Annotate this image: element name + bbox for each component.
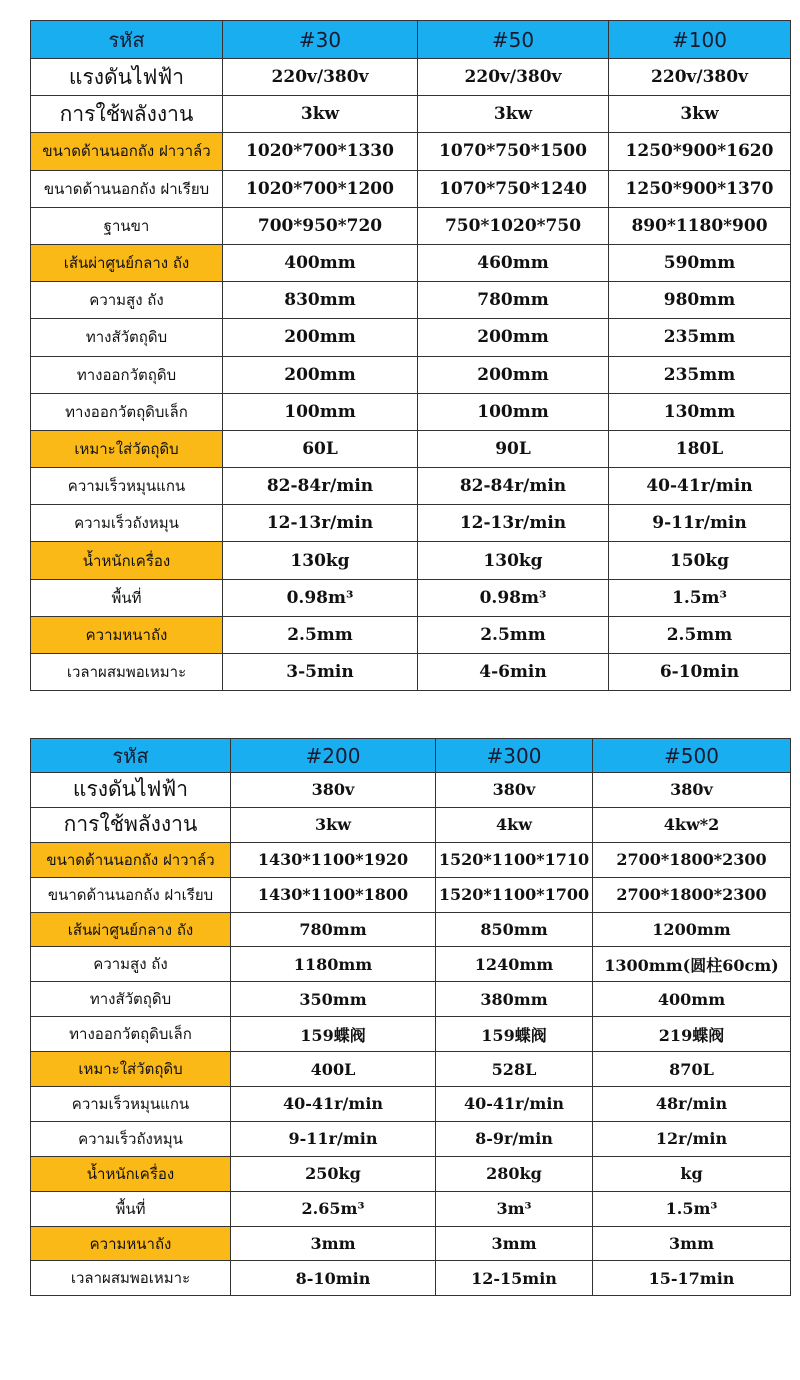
- table-row: [31, 773, 791, 808]
- cell-value: 3kw: [609, 96, 791, 133]
- row-label: แรงดันไฟฟ้า: [31, 773, 231, 808]
- cell-value: 380mm: [436, 982, 593, 1017]
- cell-value: 130kg: [418, 542, 609, 579]
- table-row: [31, 356, 791, 393]
- cell-value: 1020*700*1330: [223, 133, 418, 170]
- cell-value: 1.5m³: [593, 1191, 791, 1226]
- cell-value: 12-13r/min: [418, 505, 609, 542]
- cell-value: 130kg: [223, 542, 418, 579]
- row-label: ขนาดด้านนอกถัง ฝาวาล์ว: [31, 133, 223, 170]
- row-label: เหมาะใส่วัตถุดิบ: [31, 1052, 231, 1087]
- table-row: [31, 244, 791, 281]
- cell-value: 9-11r/min: [231, 1121, 436, 1156]
- table-row: [31, 170, 791, 207]
- cell-value: 400mm: [223, 244, 418, 281]
- row-label: น้ำหนักเครื่อง: [31, 542, 223, 579]
- cell-value: 380v: [593, 773, 791, 808]
- row-label: ขนาดด้านนอกถัง ฝาวาล์ว: [31, 842, 231, 877]
- header-model: #50: [418, 21, 609, 59]
- table-row: [31, 982, 791, 1017]
- cell-value: 850mm: [436, 912, 593, 947]
- row-label: ความหนาถัง: [31, 1226, 231, 1261]
- header-code-label: รหัส: [31, 21, 223, 59]
- table-row: [31, 877, 791, 912]
- cell-value: 1300mm(圆柱60cm): [593, 947, 791, 982]
- cell-value: 750*1020*750: [418, 207, 609, 244]
- row-label: เส้นผ่าศูนย์กลาง ถัง: [31, 912, 231, 947]
- cell-value: 4kw: [436, 807, 593, 842]
- cell-value: 400L: [231, 1052, 436, 1087]
- table-row: [31, 468, 791, 505]
- row-label: แรงดันไฟฟ้า: [31, 59, 223, 96]
- row-label: เหมาะใส่วัตถุดิบ: [31, 430, 223, 467]
- cell-value: 1200mm: [593, 912, 791, 947]
- cell-value: 3mm: [231, 1226, 436, 1261]
- table-row: [31, 505, 791, 542]
- cell-value: 590mm: [609, 244, 791, 281]
- cell-value: 1180mm: [231, 947, 436, 982]
- cell-value: 780mm: [418, 282, 609, 319]
- row-label: การใช้พลังงาน: [31, 96, 223, 133]
- cell-value: 220v/380v: [418, 59, 609, 96]
- cell-value: 200mm: [223, 319, 418, 356]
- cell-value: 180L: [609, 430, 791, 467]
- cell-value: 3mm: [436, 1226, 593, 1261]
- cell-value: 12-15min: [436, 1261, 593, 1296]
- cell-value: 3kw: [231, 807, 436, 842]
- cell-value: 780mm: [231, 912, 436, 947]
- cell-value: 1250*900*1370: [609, 170, 791, 207]
- table-row: [31, 1017, 791, 1052]
- cell-value: 159蝶阀: [436, 1017, 593, 1052]
- row-label: พื้นที่: [31, 579, 223, 616]
- row-label: เส้นผ่าศูนย์กลาง ถัง: [31, 244, 223, 281]
- cell-value: 1520*1100*1710: [436, 842, 593, 877]
- cell-value: 1070*750*1240: [418, 170, 609, 207]
- cell-value: 6-10min: [609, 654, 791, 691]
- table-row: [31, 393, 791, 430]
- cell-value: 2700*1800*2300: [593, 842, 791, 877]
- row-label: ความเร็วถังหมุน: [31, 1121, 231, 1156]
- header-row: [31, 739, 791, 773]
- cell-value: 3m³: [436, 1191, 593, 1226]
- cell-value: 700*950*720: [223, 207, 418, 244]
- table-row: [31, 1052, 791, 1087]
- header-model: #500: [593, 739, 791, 773]
- cell-value: 380v: [231, 773, 436, 808]
- cell-value: 350mm: [231, 982, 436, 1017]
- row-label: ทางสัวัตถุดิบ: [31, 319, 223, 356]
- cell-value: 82-84r/min: [418, 468, 609, 505]
- row-label: ความเร็วถังหมุน: [31, 505, 223, 542]
- cell-value: 9-11r/min: [609, 505, 791, 542]
- table-row: [31, 133, 791, 170]
- row-label: ขนาดด้านนอกถัง ฝาเรียบ: [31, 877, 231, 912]
- cell-value: 280kg: [436, 1156, 593, 1191]
- row-label: น้ำหนักเครื่อง: [31, 1156, 231, 1191]
- cell-value: 235mm: [609, 356, 791, 393]
- row-label: ทางออกวัตถุดิบเล็ก: [31, 1017, 231, 1052]
- cell-value: 1430*1100*1920: [231, 842, 436, 877]
- cell-value: 82-84r/min: [223, 468, 418, 505]
- cell-value: 1430*1100*1800: [231, 877, 436, 912]
- cell-value: 1250*900*1620: [609, 133, 791, 170]
- table-row: [31, 430, 791, 467]
- cell-value: 4kw*2: [593, 807, 791, 842]
- cell-value: 2.5mm: [223, 616, 418, 653]
- cell-value: 200mm: [223, 356, 418, 393]
- row-label: ทางออกวัตถุดิบ: [31, 356, 223, 393]
- table-row: [31, 947, 791, 982]
- cell-value: 60L: [223, 430, 418, 467]
- header-code-label: รหัส: [31, 739, 231, 773]
- table-row: [31, 207, 791, 244]
- cell-value: 130mm: [609, 393, 791, 430]
- spec-table-large-models: [30, 738, 791, 1296]
- cell-value: 220v/380v: [223, 59, 418, 96]
- cell-value: 200mm: [418, 356, 609, 393]
- table-row: [31, 96, 791, 133]
- cell-value: 3kw: [223, 96, 418, 133]
- row-label: ความเร็วหมุนแกน: [31, 468, 223, 505]
- cell-value: 4-6min: [418, 654, 609, 691]
- cell-value: 48r/min: [593, 1087, 791, 1122]
- cell-value: 3-5min: [223, 654, 418, 691]
- row-label: การใช้พลังงาน: [31, 807, 231, 842]
- table-row: [31, 59, 791, 96]
- row-label: ความเร็วหมุนแกน: [31, 1087, 231, 1122]
- cell-value: 890*1180*900: [609, 207, 791, 244]
- cell-value: 0.98m³: [223, 579, 418, 616]
- row-label: ทางสัวัตถุดิบ: [31, 982, 231, 1017]
- cell-value: 1020*700*1200: [223, 170, 418, 207]
- cell-value: 12r/min: [593, 1121, 791, 1156]
- table-row: [31, 1156, 791, 1191]
- table-row: [31, 1261, 791, 1296]
- cell-value: 40-41r/min: [231, 1087, 436, 1122]
- cell-value: 3mm: [593, 1226, 791, 1261]
- cell-value: 2.5mm: [609, 616, 791, 653]
- cell-value: 8-9r/min: [436, 1121, 593, 1156]
- header-model: #200: [231, 739, 436, 773]
- cell-value: 3kw: [418, 96, 609, 133]
- cell-value: 460mm: [418, 244, 609, 281]
- cell-value: 8-10min: [231, 1261, 436, 1296]
- table-row: [31, 542, 791, 579]
- cell-value: 40-41r/min: [609, 468, 791, 505]
- table-row: [31, 1226, 791, 1261]
- header-row: [31, 21, 791, 59]
- table-row: [31, 807, 791, 842]
- cell-value: 90L: [418, 430, 609, 467]
- cell-value: 12-13r/min: [223, 505, 418, 542]
- table-row: [31, 319, 791, 356]
- row-label: ทางออกวัตถุดิบเล็ก: [31, 393, 223, 430]
- spec-table-small-models: [30, 20, 791, 691]
- cell-value: 150kg: [609, 542, 791, 579]
- cell-value: 1520*1100*1700: [436, 877, 593, 912]
- table-row: [31, 842, 791, 877]
- cell-value: 1.5m³: [609, 579, 791, 616]
- header-model: #300: [436, 739, 593, 773]
- row-label: ความสูง ถัง: [31, 947, 231, 982]
- cell-value: 1070*750*1500: [418, 133, 609, 170]
- cell-value: 400mm: [593, 982, 791, 1017]
- cell-value: 100mm: [223, 393, 418, 430]
- table-row: [31, 579, 791, 616]
- table-row: [31, 1121, 791, 1156]
- table-row: [31, 912, 791, 947]
- cell-value: 2.65m³: [231, 1191, 436, 1226]
- row-label: ความสูง ถัง: [31, 282, 223, 319]
- row-label: ฐานขา: [31, 207, 223, 244]
- cell-value: 219蝶阀: [593, 1017, 791, 1052]
- cell-value: 235mm: [609, 319, 791, 356]
- cell-value: 380v: [436, 773, 593, 808]
- cell-value: 0.98m³: [418, 579, 609, 616]
- cell-value: 980mm: [609, 282, 791, 319]
- cell-value: 2700*1800*2300: [593, 877, 791, 912]
- cell-value: 40-41r/min: [436, 1087, 593, 1122]
- row-label: ขนาดด้านนอกถัง ฝาเรียบ: [31, 170, 223, 207]
- header-model: #100: [609, 21, 791, 59]
- cell-value: 200mm: [418, 319, 609, 356]
- table-row: [31, 1191, 791, 1226]
- cell-value: 528L: [436, 1052, 593, 1087]
- cell-value: 250kg: [231, 1156, 436, 1191]
- cell-value: 220v/380v: [609, 59, 791, 96]
- cell-value: 159蝶阀: [231, 1017, 436, 1052]
- cell-value: kg: [593, 1156, 791, 1191]
- cell-value: 15-17min: [593, 1261, 791, 1296]
- cell-value: 1240mm: [436, 947, 593, 982]
- cell-value: 830mm: [223, 282, 418, 319]
- row-label: เวลาผสมพอเหมาะ: [31, 654, 223, 691]
- cell-value: 100mm: [418, 393, 609, 430]
- row-label: เวลาผสมพอเหมาะ: [31, 1261, 231, 1296]
- cell-value: 870L: [593, 1052, 791, 1087]
- table-row: [31, 1087, 791, 1122]
- table-row: [31, 282, 791, 319]
- row-label: พื้นที่: [31, 1191, 231, 1226]
- header-model: #30: [223, 21, 418, 59]
- cell-value: 2.5mm: [418, 616, 609, 653]
- row-label: ความหนาถัง: [31, 616, 223, 653]
- table-row: [31, 654, 791, 691]
- table-row: [31, 616, 791, 653]
